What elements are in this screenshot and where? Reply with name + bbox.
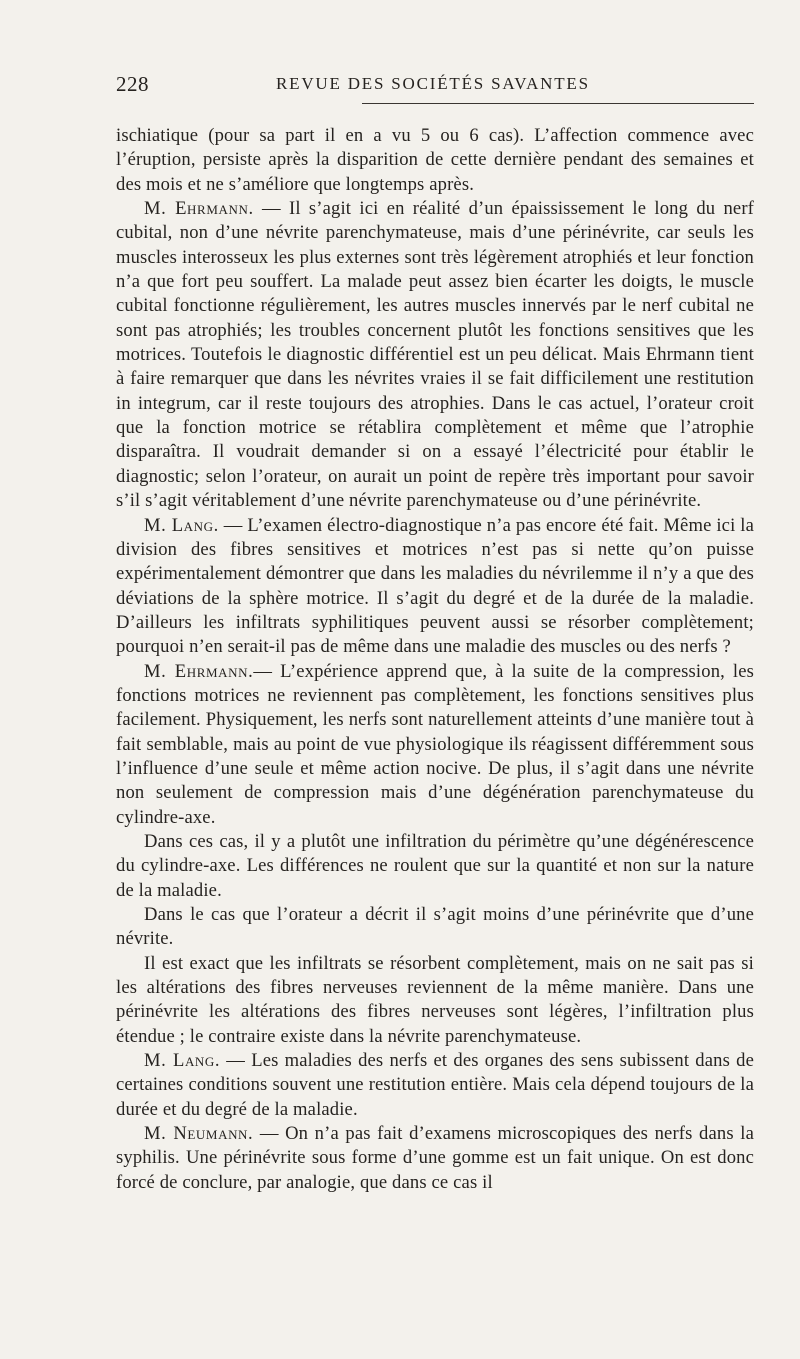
paragraph-ehrmann-2 — [116, 660, 754, 830]
paragraph-text: Dans le cas que l’orateur a décrit il s’agit moins d’une périnévrite que d’une névrite. — [116, 904, 754, 950]
paragraph-continuation — [116, 124, 754, 197]
paragraph-ehrmann-1 — [116, 197, 754, 513]
paragraph-text: — On n’a pas fait d’examens microscopiques des nerfs dans la syphilis. Une périnévrite sous forme d’une gomme est un fait unique. On est donc forcé de conclure, par analogie, que dans ce cas il — [116, 1123, 754, 1193]
page-number: 228 — [116, 72, 149, 96]
paragraph-text: — Il s’agit ici en réalité d’un épaississement le long du nerf cubital, non d’une névrite parenchymateuse, mais d’une périnévrite, car seuls les muscles interosseux les plus externes sont très légèrement atrophiés et leur fonction n’a que fort peu souffert. La malade peut assez bien écarter les doigts, le muscle cubital fonctionne régulièrement, les autres muscles innervés par le nerf cubital ne sont pas atrophiés; les troubles concernent plutôt les fonctions sensitives que les motrices. Toutefois le diagnostic différentiel est un peu délicat. Mais Ehrmann tient à faire remarquer que dans les névrites vraies il se fait difficilement une restitution in integrum, car il reste toujours des atrophies. Dans le cas actuel, l’orateur croit que la fonction motrice se rétablira complètement et même que l’atrophie disparaîtra. Il voudrait demander si on a essayé l’électricité pour établir le diagnostic; selon l’orateur, on aurait un point de repère très important pour savoir s’il s’agit véritablement d’une névrite parenchymateuse ou d’une périnévrite. — [116, 198, 755, 512]
paragraph-text: — L’examen électro-diagnostique n’a pas encore été fait. Même ici la division des fibres sensitives et motrices n’est pas si nette qu’on puisse expérimentalement démontrer que dans les maladies du névrilemme il n’y a que des déviations de la sphère motrice. Il s’agit du degré et de la durée de la maladie. D’ailleurs les infiltrats syphilitiques peuvent aussi se résorber complètement; pourquoi n’en serait-il pas de même dans une maladie des muscles ou des nerfs ? — [116, 514, 754, 658]
speaker-name: M. Lang. — [144, 514, 219, 536]
speaker-name: M. Ehrmann. — [144, 198, 254, 220]
speaker-name: M. Ehrmann. — [144, 660, 254, 682]
running-title: REVUE DES SOCIÉTÉS SAVANTES — [276, 74, 590, 93]
page-header — [116, 72, 752, 98]
paragraph — [116, 903, 754, 952]
paragraph — [116, 830, 754, 903]
paragraph-text: Dans ces cas, il y a plutôt une infiltration du périmètre qu’une dégénérescence du cylindre-axe. Les différences ne roulent que sur la quantité et non sur la nature de la maladie. — [116, 830, 754, 901]
body-text — [116, 124, 754, 1195]
paragraph-text: ischiatique (pour sa part il en a vu 5 ou 6 cas). L’affection commence avec l’éruption, persiste après la disparition de cette dernière pendant des semaines et des mois et ne s’améliore que longtemps après. — [116, 125, 754, 195]
paragraph-text: — L’expérience apprend que, à la suite de la compression, les fonctions motrices ne reviennent pas complètement, les fonctions sensitives plus facilement. Physiquement, les nerfs sont naturellement atteints d’une manière tout à fait semblable, mais au point de vue physiologique ils réagissent différemment sous l’influence d’une seule et même action nocive. De plus, il s’agit dans une névrite non seulement de compression mais d’une dégénération parenchymateuse du cylindre-axe. — [116, 660, 755, 828]
speaker-name: M. Neumann. — [144, 1123, 254, 1145]
paragraph-lang-2 — [116, 1049, 754, 1122]
header-rule — [362, 103, 754, 104]
speaker-name: M. Lang. — [144, 1050, 221, 1072]
paragraph-lang-1 — [116, 514, 754, 660]
paragraph-neumann — [116, 1122, 754, 1195]
paragraph-text: Il est exact que les infiltrats se résorbent complètement, mais on ne sait pas si les altérations des fibres nerveuses reviennent de la même manière. Dans une périnévrite les altérations des fibres nerveuses sont légères, l’infiltration plus étendue ; le contraire existe dans la névrite parenchymateuse. — [116, 952, 754, 1047]
paragraph — [116, 952, 754, 1049]
paragraph-text: — Les maladies des nerfs et des organes des sens subissent dans de certaines conditions souvent une restitution entière. Mais cela dépend toujours de la durée et du degré de la maladie. — [116, 1050, 754, 1120]
